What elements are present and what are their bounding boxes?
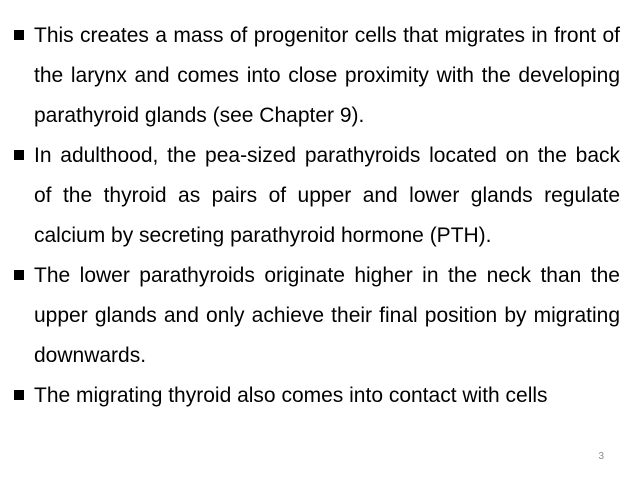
square-bullet-icon	[14, 270, 24, 280]
bullet-text: In adulthood, the pea-sized parathyroids located on the back of the thyroid as pairs of upper and lower glands regulate calcium by secreting parathyroid hormone (PTH).	[34, 144, 620, 247]
bullet-text: This creates a mass of progenitor cells that migrates in front of the larynx and comes into close proximity with the developing parathyroid glands (see Chapter 9).	[34, 24, 620, 127]
bullet-item	[14, 16, 620, 136]
square-bullet-icon	[14, 150, 24, 160]
square-bullet-icon	[14, 390, 24, 400]
bullet-item	[14, 376, 620, 416]
bullet-text: The lower parathyroids originate higher in the neck than the upper glands and only achieve their final position by migrating downwards.	[34, 264, 620, 367]
bullet-text: The migrating thyroid also comes into contact with cells	[34, 384, 548, 407]
page-number: 3	[598, 451, 604, 462]
bullet-item	[14, 256, 620, 376]
bullet-list	[14, 16, 620, 416]
square-bullet-icon	[14, 30, 24, 40]
bullet-item	[14, 136, 620, 256]
